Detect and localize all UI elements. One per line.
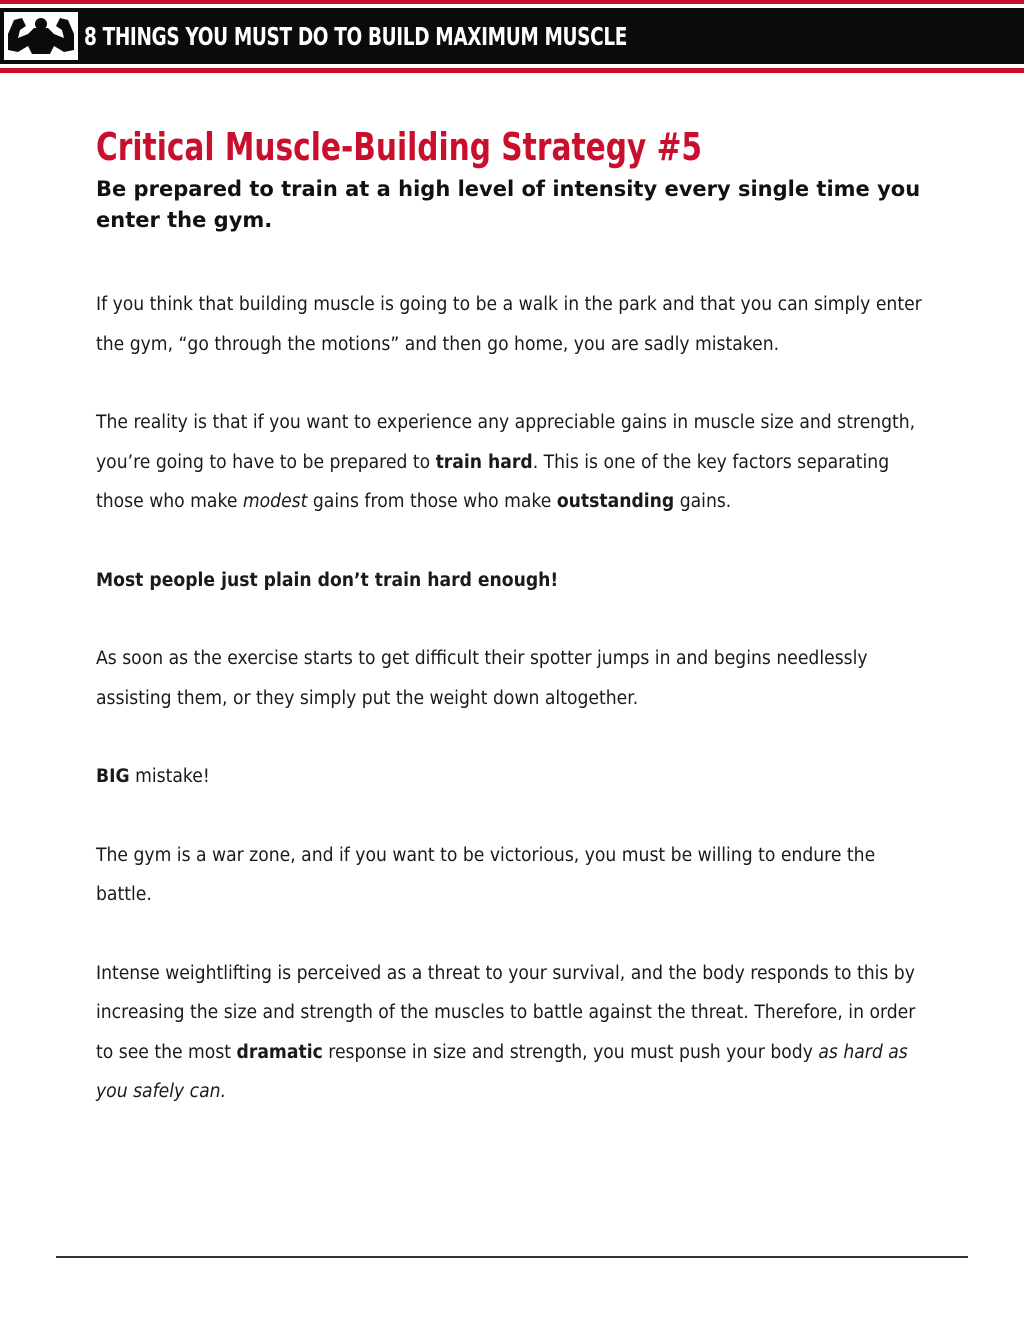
paragraph-1-text: If you think that building muscle is going to be a walk in the park and that you can simply enter the gym, “go through the motions” and then go home, you are sadly mistaken. [96,294,922,355]
paragraph-4-text: As soon as the exercise starts to get difficult their spotter jumps in and begins needlessly assisting them, or they simply put the weight down altogether. [96,648,868,709]
paragraph-2-bold-train-hard: train hard [435,451,533,473]
header-banner [0,0,1024,74]
paragraph-5-bold-big: BIG [96,766,130,787]
paragraph-5 [96,757,933,797]
paragraph-2-bold-outstanding: outstanding [556,491,675,512]
paragraph-3 [96,561,933,601]
header-title: 8 THINGS YOU MUST DO TO BUILD MAXIMUM MUSCLE [84,22,628,51]
paragraph-2-italic-modest: modest [242,491,308,512]
paragraph-6 [96,836,933,915]
paragraph-1 [96,285,933,364]
paragraph-2-text-c: . This is one of the key factors separating those who make [96,451,890,512]
paragraph-7 [96,954,933,1112]
paragraph-4 [96,639,933,718]
paragraph-6-text: The gym is a war zone, and if you want to be victorious, you must be willing to endure the battle. [96,844,876,905]
strategy-title: Critical Muscle-Building Strategy #5 [96,125,703,169]
paragraph-2-text-a: The reality is that if you want to experience any appreciable gains in muscle size and strength, you’re going to have to be prepared to [96,412,916,473]
header-bottom-stripe [0,68,1024,73]
footer-divider [56,1256,968,1258]
flexing-bodybuilder-icon [4,12,78,60]
paragraph-5-text: mistake! [129,766,210,787]
paragraph-2 [96,403,933,522]
paragraph-2-text-g: gains. [674,491,732,512]
paragraph-7-text-a: Intense weightlifting is perceived as a threat to your survival, and the body responds to this by increasing the size and strength of the muscles to battle against the threat. Therefore, in order to see the most [96,962,916,1063]
paragraph-2-text-e: gains from those who make [307,491,557,512]
article-body [96,124,936,1112]
paragraph-7-italic-as-hard: as hard as you safely can. [96,1041,908,1102]
paragraph-3-bold: Most people just plain don’t train hard enough! [96,569,559,591]
paragraph-7-bold-dramatic: dramatic [236,1041,323,1063]
header-top-stripe [0,0,1024,4]
strategy-subtitle: Be prepared to train at a high level of intensity every single time you enter the gym. [96,177,921,232]
paragraph-7-text-c: response in size and strength, you must push your body [322,1041,819,1063]
